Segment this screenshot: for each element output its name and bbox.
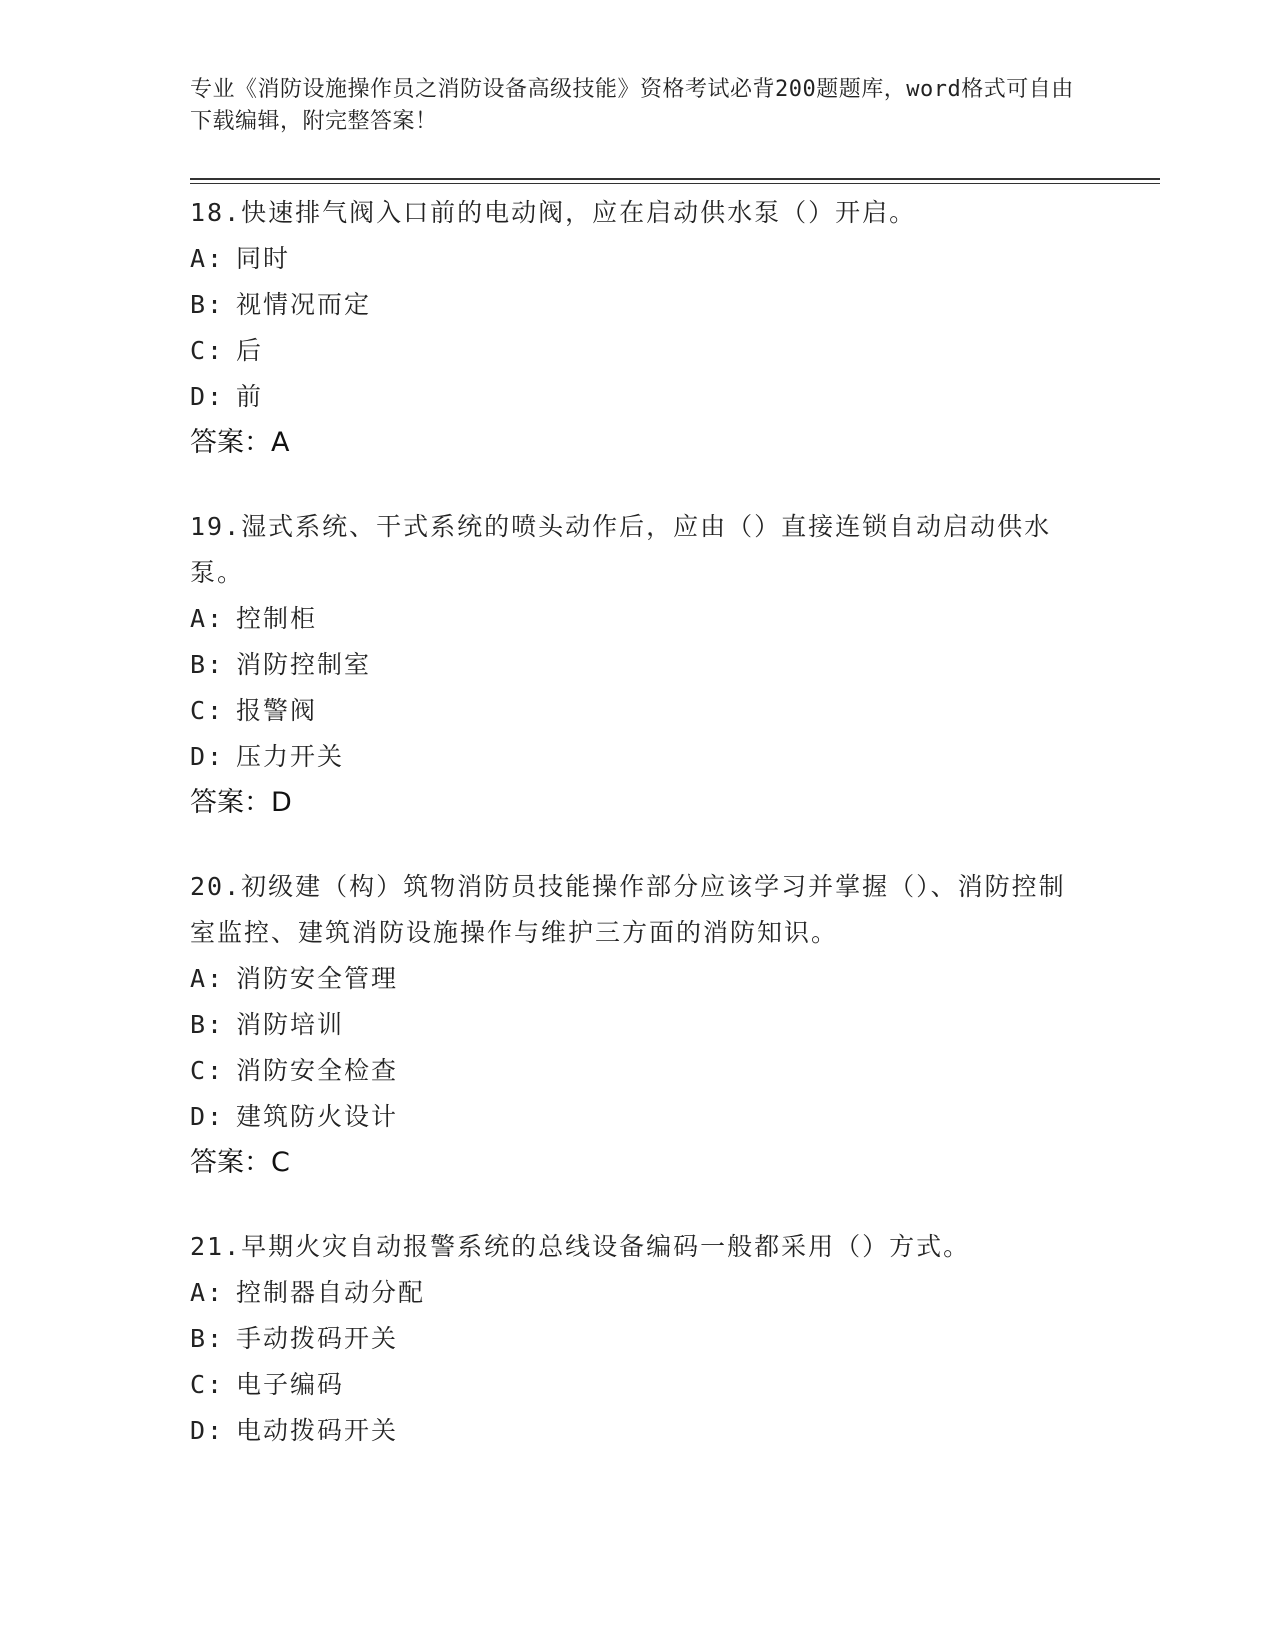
option-key: B: bbox=[190, 290, 225, 319]
option-key: D: bbox=[190, 382, 225, 411]
option-c bbox=[190, 1048, 1090, 1094]
option-d bbox=[190, 1408, 1090, 1454]
option-key: D: bbox=[190, 1416, 225, 1445]
answer-value: D bbox=[271, 787, 292, 818]
option-text: 电动拨码开关 bbox=[236, 1416, 399, 1445]
option-a bbox=[190, 956, 1090, 1002]
option-key: C: bbox=[190, 1370, 225, 1399]
option-key: D: bbox=[190, 742, 225, 771]
option-a bbox=[190, 596, 1090, 642]
option-text: 视情况而定 bbox=[236, 290, 372, 319]
option-b bbox=[190, 1002, 1090, 1048]
question-stem: 20.初级建（构）筑物消防员技能操作部分应该学习并掌握（）、消防控制室监控、建筑消防设施操作与维护三方面的消防知识。 bbox=[190, 872, 1066, 947]
option-key: C: bbox=[190, 336, 225, 365]
option-text: 手动拨码开关 bbox=[236, 1324, 399, 1353]
option-key: A: bbox=[190, 1278, 225, 1307]
header-rule-thin bbox=[190, 183, 1160, 184]
option-text: 前 bbox=[236, 382, 264, 411]
option-key: A: bbox=[190, 244, 225, 273]
question-stem: 21.早期火灾自动报警系统的总线设备编码一般都采用（）方式。 bbox=[190, 1232, 971, 1261]
option-text: 消防安全检查 bbox=[236, 1056, 399, 1085]
option-key: A: bbox=[190, 604, 225, 633]
option-a bbox=[190, 1270, 1090, 1316]
option-text: 控制器自动分配 bbox=[236, 1278, 426, 1307]
answer-label: 答案： bbox=[190, 1147, 271, 1178]
option-key: D: bbox=[190, 1102, 225, 1131]
option-key: B: bbox=[190, 1324, 225, 1353]
question-stem: 19.湿式系统、干式系统的喷头动作后，应由（）直接连锁自动启动供水泵。 bbox=[190, 512, 1052, 587]
option-key: C: bbox=[190, 1056, 225, 1085]
option-d bbox=[190, 374, 1090, 420]
question-19 bbox=[190, 504, 1090, 826]
option-a bbox=[190, 236, 1090, 282]
question-list bbox=[190, 190, 1090, 1492]
option-c bbox=[190, 688, 1090, 734]
option-key: C: bbox=[190, 696, 225, 725]
option-text: 报警阀 bbox=[236, 696, 318, 725]
answer-value: C bbox=[271, 1147, 290, 1178]
option-text: 消防培训 bbox=[236, 1010, 345, 1039]
option-key: A: bbox=[190, 964, 225, 993]
answer-line bbox=[190, 420, 1090, 466]
document-header: 专业《消防设施操作员之消防设备高级技能》资格考试必背200题题库，word格式可自由下载编辑，附完整答案！ bbox=[190, 77, 1074, 134]
option-text: 电子编码 bbox=[236, 1370, 345, 1399]
answer-label: 答案： bbox=[190, 787, 271, 818]
answer-label: 答案： bbox=[190, 427, 271, 458]
option-text: 同时 bbox=[236, 244, 291, 273]
question-20 bbox=[190, 864, 1090, 1186]
question-18 bbox=[190, 190, 1090, 466]
option-text: 消防安全管理 bbox=[236, 964, 399, 993]
answer-value: A bbox=[271, 427, 290, 458]
option-text: 压力开关 bbox=[236, 742, 345, 771]
option-text: 控制柜 bbox=[236, 604, 318, 633]
option-b bbox=[190, 642, 1090, 688]
option-key: B: bbox=[190, 1010, 225, 1039]
option-b bbox=[190, 1316, 1090, 1362]
question-stem: 18.快速排气阀入口前的电动阀，应在启动供水泵（）开启。 bbox=[190, 198, 917, 227]
option-text: 消防控制室 bbox=[236, 650, 372, 679]
option-text: 后 bbox=[236, 336, 264, 365]
answer-line bbox=[190, 1140, 1090, 1186]
option-b bbox=[190, 282, 1090, 328]
question-21 bbox=[190, 1224, 1090, 1454]
option-d bbox=[190, 1094, 1090, 1140]
option-text: 建筑防火设计 bbox=[236, 1102, 399, 1131]
option-key: B: bbox=[190, 650, 225, 679]
answer-line bbox=[190, 780, 1090, 826]
header-rule-thick bbox=[190, 178, 1160, 180]
option-c bbox=[190, 328, 1090, 374]
option-c bbox=[190, 1362, 1090, 1408]
option-d bbox=[190, 734, 1090, 780]
